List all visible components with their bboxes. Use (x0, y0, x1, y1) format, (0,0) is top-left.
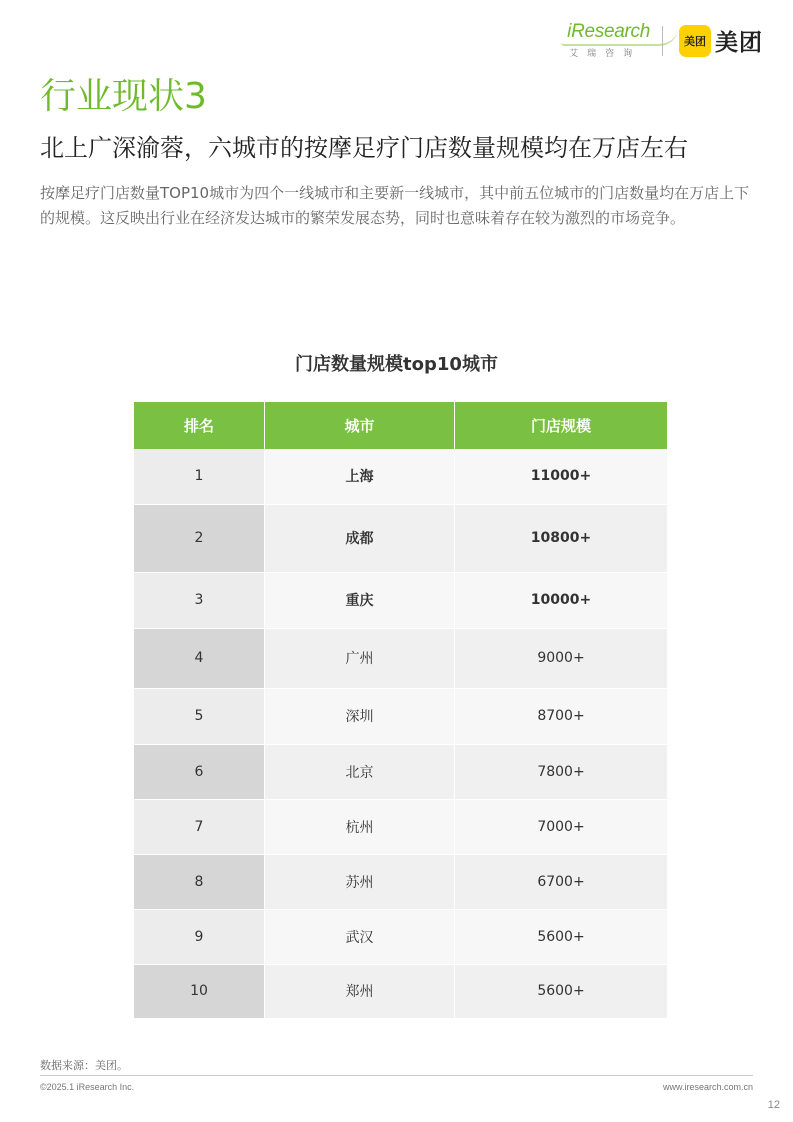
scale-cell: 7000+ (455, 799, 668, 854)
page-number: 12 (767, 1099, 780, 1111)
iresearch-logo-cn: 艾瑞咨询 (569, 49, 642, 59)
table-row (134, 964, 667, 1018)
rank-cell: 3 (134, 572, 265, 628)
iresearch-logo (567, 22, 650, 59)
rank-cell: 7 (134, 799, 265, 854)
rank-cell: 9 (134, 909, 265, 964)
table-row (134, 628, 667, 688)
header-scale: 门店规模 (455, 402, 668, 449)
table-row (134, 909, 667, 964)
header-city: 城市 (265, 402, 455, 449)
table-title: 门店数量规模top10城市 (295, 354, 498, 375)
iresearch-swoosh-icon (561, 26, 679, 46)
iresearch-logo-text: iResearch (567, 21, 650, 42)
table-row (134, 504, 667, 572)
city-cell: 广州 (265, 628, 455, 688)
city-cell: 重庆 (265, 572, 455, 628)
meituan-badge-icon: 美团 (679, 25, 711, 57)
rank-cell: 4 (134, 628, 265, 688)
scale-cell: 7800+ (455, 744, 668, 799)
table-row (134, 744, 667, 799)
copyright-text: ©2025.1 iResearch Inc. (40, 1082, 135, 1092)
scale-cell: 8700+ (455, 688, 668, 744)
city-cell: 武汉 (265, 909, 455, 964)
table-row (134, 854, 667, 909)
table-header-row (134, 402, 667, 449)
section-title: 行业现状3 (40, 76, 207, 117)
scale-cell: 5600+ (455, 964, 668, 1018)
city-cell: 上海 (265, 449, 455, 504)
city-cell: 郑州 (265, 964, 455, 1018)
city-cell: 苏州 (265, 854, 455, 909)
table-row (134, 449, 667, 504)
scale-cell: 6700+ (455, 854, 668, 909)
scale-cell: 10000+ (455, 572, 668, 628)
city-cell: 北京 (265, 744, 455, 799)
rank-cell: 6 (134, 744, 265, 799)
scale-cell: 9000+ (455, 628, 668, 688)
meituan-logo (679, 24, 763, 57)
scale-cell: 11000+ (455, 449, 668, 504)
ranking-table (134, 402, 667, 1019)
rank-cell: 8 (134, 854, 265, 909)
data-source-note: 数据来源：美团。 (40, 1059, 128, 1072)
table-row (134, 688, 667, 744)
city-cell: 深圳 (265, 688, 455, 744)
header-rank: 排名 (134, 402, 265, 449)
meituan-logo-text: 美团 (715, 30, 763, 56)
body-paragraph: 按摩足疗门店数量TOP10城市为四个一线城市和主要新一线城市，其中前五位城市的门店数量均在万店上下的规模。这反映出行业在经济发达城市的繁荣发展态势，同时也意味着存在较为激烈的市场竞争。 (40, 184, 750, 227)
headline: 北上广深渝蓉，六城市的按摩足疗门店数量规模均在万店左右 (40, 134, 688, 162)
scale-cell: 10800+ (455, 504, 668, 572)
city-cell: 成都 (265, 504, 455, 572)
rank-cell: 1 (134, 449, 265, 504)
city-cell: 杭州 (265, 799, 455, 854)
rank-cell: 5 (134, 688, 265, 744)
footer-divider (40, 1075, 753, 1076)
table-row (134, 572, 667, 628)
rank-cell: 2 (134, 504, 265, 572)
header-logos (567, 22, 763, 59)
website-link[interactable]: www.iresearch.com.cn (662, 1082, 753, 1092)
rank-cell: 10 (134, 964, 265, 1018)
scale-cell: 5600+ (455, 909, 668, 964)
table-row (134, 799, 667, 854)
